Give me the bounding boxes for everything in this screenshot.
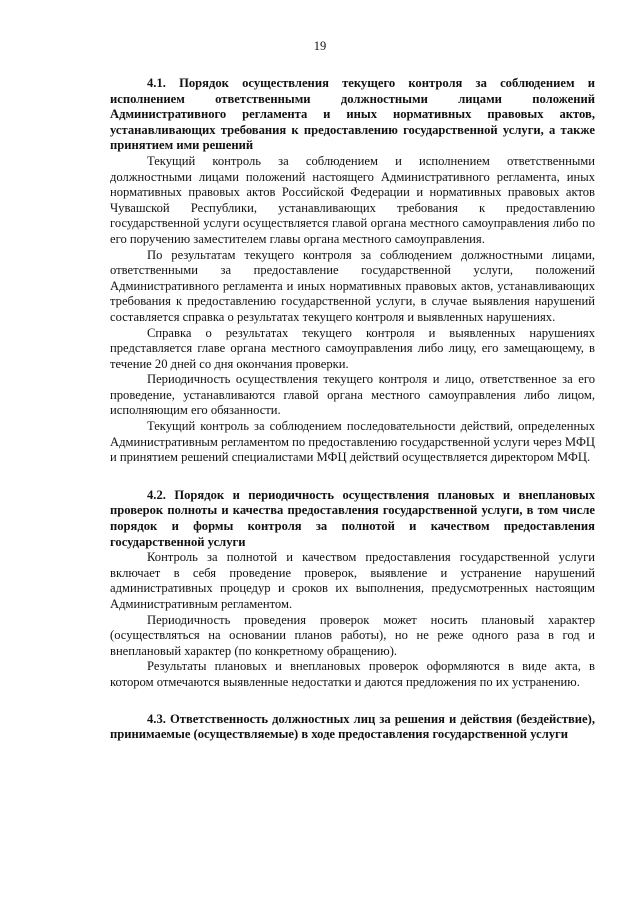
paragraph: Периодичность проведения проверок может носить плановый характер (осуществляться на основании планов работы), но не реже одного раза в год и внеплановый характер (по конкретному обращению). [110,612,595,658]
page-number: 19 [313,39,327,53]
section-heading: 4.3. Ответственность должностных лиц за решения и действия (бездействие), принимаемые (осуществляемые) в ходе предоставления государственной услуги [110,711,595,742]
paragraph: Контроль за полнотой и качеством предоставления государственной услуги включает в себя проведение проверок, выявление и устранение нарушений административных процедур и сроков их выполнения, предусмотренных настоящим Административным регламентом. [110,550,595,611]
section-spacer [110,466,595,488]
paragraph: Результаты плановых и внеплановых проверок оформляются в виде акта, в котором отмечаются выявленные недостатки и даются предложения по их устранению. [110,659,595,689]
section-heading: 4.2. Порядок и периодичность осуществления плановых и внеплановых проверок полноты и качества предоставления государственной услуги, в том числе порядок и формы контроля за полнотой и качеством предоставления государственной услуги [110,487,595,549]
paragraph: Справка о результатах текущего контроля и выявленных нарушениях представляется главе органа местного самоуправления либо лицу, его замещающему, в течение 20 дней со дня окончания проверки. [110,325,595,371]
section-heading: 4.1. Порядок осуществления текущего контроля за соблюдением и исполнением ответственными должностными лицами положений Административного регламента и иных нормативных правовых актов, устанавливающих требования к предоставлению государственной услуги, а также принятием ими решений [110,76,595,153]
section-4-1 [110,76,595,466]
section-4-3 [110,712,595,743]
paragraph: Текущий контроль за соблюдением и исполнением ответственными должностными лицами положений настоящего Административного регламента, иных нормативных правовых актов Российской Федерации и нормативных правовых актов Чувашской Республики, устанавливающих требования к предоставлению государственной услуги осуществляется главой органа местного самоуправления либо по его поручению заместителем главы органа местного самоуправления. [110,153,595,246]
paragraph: Текущий контроль за соблюдением последовательности действий, определенных Административным регламентом по предоставлению государственной услуги через МФЦ и принятием решений специалистами МФЦ действий осуществляется директором МФЦ. [110,419,595,465]
section-spacer [110,691,595,712]
document-body [110,76,595,743]
paragraph: По результатам текущего контроля за соблюдением должностными лицами, ответственными за предоставление государственной услуги, положений Административного регламента и иных нормативных правовых актов, устанавливающих требования к предоставлению государственной услуги, в случае выявления нарушений составляется справка о результатах текущего контроля и выявленных нарушениях. [110,247,595,324]
section-4-2 [110,488,595,691]
paragraph: Периодичность осуществления текущего контроля и лицо, ответственное за его проведение, устанавливаются главой органа местного самоуправления либо лицом, исполняющим его обязанности. [110,372,595,418]
